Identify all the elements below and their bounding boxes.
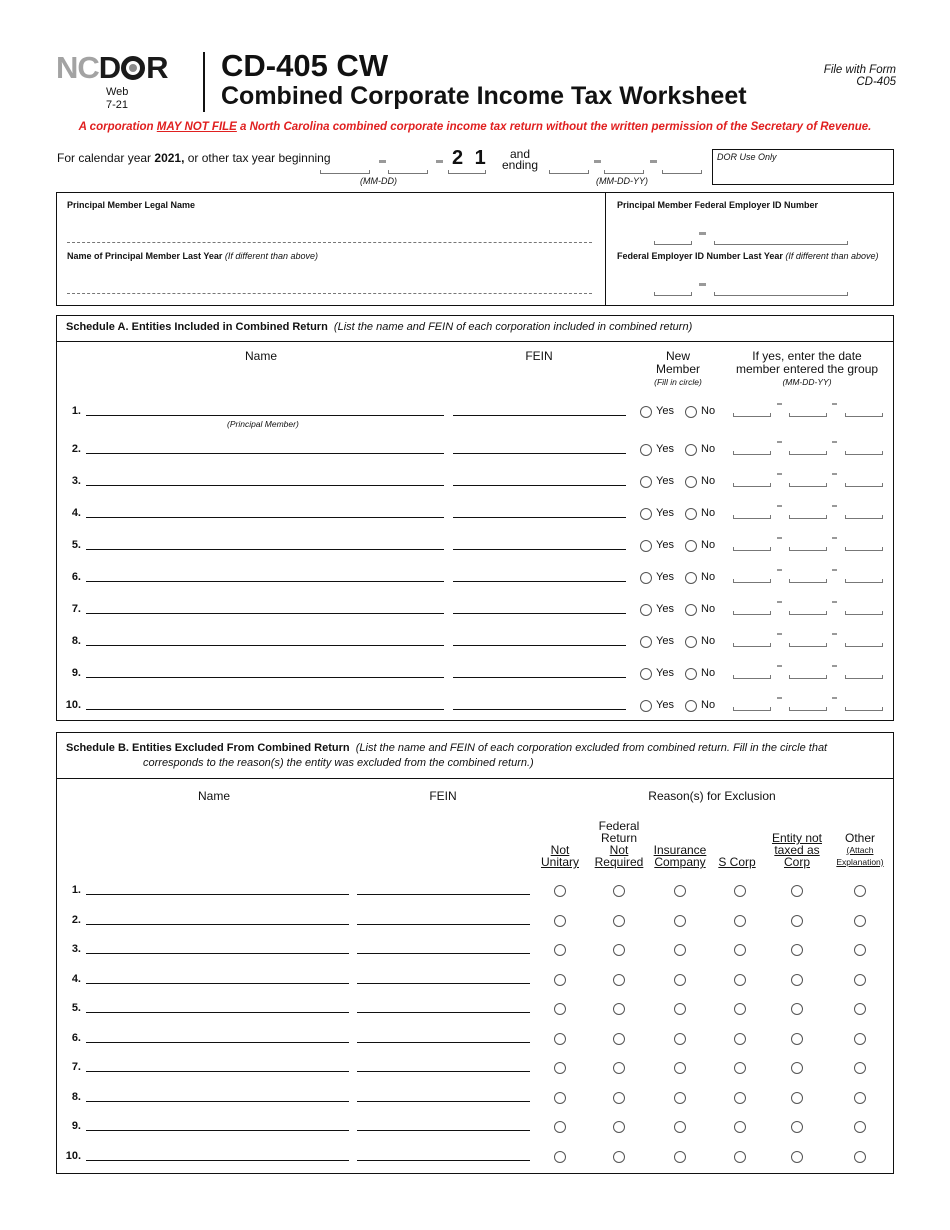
warning-post: a North Carolina combined corporate income tax return without the written permission of the Secretary of Revenue. xyxy=(236,121,872,133)
col-new-text: New Member xyxy=(655,349,700,376)
date-month-field[interactable] xyxy=(733,665,771,679)
date-month-field[interactable] xyxy=(733,505,771,519)
entity-fein-field[interactable] xyxy=(453,549,626,550)
b-col-reasons: Reason(s) for Exclusion xyxy=(648,789,776,803)
end-format: (MM-DD-YY) xyxy=(596,176,648,186)
dash xyxy=(832,665,837,667)
fein-last-prefix-field[interactable] xyxy=(654,282,692,296)
row-number: 5. xyxy=(71,1002,81,1014)
exclusion-reason-radio[interactable] xyxy=(854,1033,866,1045)
no-label: No xyxy=(701,443,716,455)
dash xyxy=(699,283,706,286)
exclusion-reason-radio[interactable] xyxy=(791,915,803,927)
exclusion-reason-radio[interactable] xyxy=(554,1003,566,1015)
schedule-a-note: (List the name and FEIN of each corporation included in combined return) xyxy=(333,321,693,333)
cal-year: 2021, xyxy=(154,151,185,165)
row-number: 6. xyxy=(71,1032,81,1044)
entity-fein-field[interactable] xyxy=(453,709,626,710)
logo-nc: NC xyxy=(56,50,99,85)
excluded-fein-field[interactable] xyxy=(357,953,530,954)
cal-pre: For calendar year xyxy=(57,151,155,165)
entity-name-field[interactable] xyxy=(86,549,444,550)
reason-header xyxy=(712,856,762,868)
end-day-field[interactable] xyxy=(604,160,644,174)
col-fein: FEIN xyxy=(525,349,553,363)
date-day-field[interactable] xyxy=(789,537,827,551)
cal-post: or other tax year beginning xyxy=(184,151,331,165)
excluded-name-field[interactable] xyxy=(86,1071,349,1072)
new-member-no-radio[interactable] xyxy=(685,540,697,552)
exclusion-reason-radio[interactable] xyxy=(791,885,803,897)
exclusion-reason-radio[interactable] xyxy=(613,1003,625,1015)
dash xyxy=(832,473,837,475)
last-year-name-label xyxy=(67,251,318,261)
row-number: 2. xyxy=(71,914,81,926)
exclusion-reason-radio[interactable] xyxy=(791,944,803,956)
exclusion-reason-radio[interactable] xyxy=(854,885,866,897)
excluded-fein-field[interactable] xyxy=(357,1071,530,1072)
date-month-field[interactable] xyxy=(733,601,771,615)
entity-fein-field[interactable] xyxy=(453,677,626,678)
exclusion-reason-radio[interactable] xyxy=(554,1092,566,1104)
logo-r: R xyxy=(146,50,168,85)
legal-name-field[interactable] xyxy=(67,242,592,243)
warning-pre: A corporation xyxy=(78,121,157,133)
exclusion-reason-radio[interactable] xyxy=(613,1062,625,1074)
new-member-no-radio[interactable] xyxy=(685,406,697,418)
new-member-yes-radio[interactable] xyxy=(640,508,652,520)
fein-last-year-label xyxy=(617,251,878,261)
new-member-yes-radio[interactable] xyxy=(640,476,652,488)
schedule-b-title: Schedule B. Entities Excluded From Combined Return xyxy=(66,742,350,754)
row-number: 4. xyxy=(71,507,81,519)
fein-label: Principal Member Federal Employer ID Number xyxy=(617,200,819,210)
reason-underlined: Insurance Company xyxy=(653,843,707,869)
date-day-field[interactable] xyxy=(789,473,827,487)
exclusion-reason-radio[interactable] xyxy=(791,1121,803,1133)
exclusion-reason-radio[interactable] xyxy=(734,1121,746,1133)
exclusion-reason-radio[interactable] xyxy=(854,1121,866,1133)
exclusion-reason-radio[interactable] xyxy=(613,1121,625,1133)
exclusion-reason-radio[interactable] xyxy=(674,885,686,897)
dash xyxy=(777,505,782,507)
dash xyxy=(379,160,386,163)
entity-fein-field[interactable] xyxy=(453,453,626,454)
yes-label: Yes xyxy=(656,635,674,647)
row-number: 1. xyxy=(71,884,81,896)
exclusion-reason-radio[interactable] xyxy=(734,1151,746,1163)
end-year-field[interactable] xyxy=(662,160,702,174)
date-day-field[interactable] xyxy=(789,441,827,455)
excluded-name-field[interactable] xyxy=(86,953,349,954)
reason-underlined: Not Unitary xyxy=(540,843,579,869)
entity-fein-field[interactable] xyxy=(453,485,626,486)
row-number: 4. xyxy=(71,973,81,985)
year-suffix: 2 1 xyxy=(452,147,489,169)
dash xyxy=(594,160,601,163)
dash xyxy=(699,232,706,235)
dash xyxy=(777,601,782,603)
new-member-yes-radio[interactable] xyxy=(640,636,652,648)
dash xyxy=(777,697,782,699)
no-label: No xyxy=(701,571,716,583)
col-name: Name xyxy=(244,349,277,363)
entity-name-field[interactable] xyxy=(86,517,444,518)
exclusion-reason-radio[interactable] xyxy=(854,1092,866,1104)
row-number: 10. xyxy=(65,699,81,711)
exclusion-reason-radio[interactable] xyxy=(554,1033,566,1045)
entity-name-field[interactable] xyxy=(86,453,444,454)
exclusion-reason-radio[interactable] xyxy=(674,1151,686,1163)
b-col-fein: FEIN xyxy=(429,789,457,803)
yes-label: Yes xyxy=(656,603,674,615)
exclusion-reason-radio[interactable] xyxy=(613,1092,625,1104)
exclusion-reason-radio[interactable] xyxy=(674,1003,686,1015)
date-year-field[interactable] xyxy=(845,403,883,417)
col-date-text: If yes, enter the date member entered the group xyxy=(735,349,879,376)
dash xyxy=(832,569,837,571)
exclusion-reason-radio[interactable] xyxy=(791,1062,803,1074)
reason-pre: Other xyxy=(844,831,875,845)
entity-fein-field[interactable] xyxy=(453,581,626,582)
and-ending-label: and ending xyxy=(501,147,539,172)
reason-sub: (Attach Explanation) xyxy=(836,845,884,867)
excluded-name-field[interactable] xyxy=(86,894,349,895)
date-year-field[interactable] xyxy=(845,505,883,519)
exclusion-reason-radio[interactable] xyxy=(791,1151,803,1163)
logo-d: D xyxy=(98,50,121,85)
exclusion-reason-radio[interactable] xyxy=(674,915,686,927)
excluded-name-field[interactable] xyxy=(86,1012,349,1013)
schedule-a-divider xyxy=(56,341,894,342)
exclusion-reason-radio[interactable] xyxy=(554,1062,566,1074)
entity-name-field[interactable] xyxy=(86,415,444,416)
dash xyxy=(777,473,782,475)
entity-name-field[interactable] xyxy=(86,613,444,614)
row-number: 10. xyxy=(65,1150,81,1162)
date-day-field[interactable] xyxy=(789,403,827,417)
warning-text xyxy=(0,121,950,133)
row-number: 8. xyxy=(71,1091,81,1103)
end-month-field[interactable] xyxy=(549,160,589,174)
yes-label: Yes xyxy=(656,539,674,551)
exclusion-reason-radio[interactable] xyxy=(734,974,746,986)
excluded-fein-field[interactable] xyxy=(357,1160,530,1161)
col-new-member xyxy=(645,350,711,389)
exclusion-reason-radio[interactable] xyxy=(674,1092,686,1104)
reason-header xyxy=(764,832,830,868)
row-number: 7. xyxy=(71,1061,81,1073)
date-day-field[interactable] xyxy=(789,633,827,647)
dor-use-box: DOR Use Only xyxy=(712,149,894,185)
version-label: 7-21 xyxy=(106,99,129,111)
reason-header xyxy=(647,844,713,868)
exclusion-reason-radio[interactable] xyxy=(854,1151,866,1163)
exclusion-reason-radio[interactable] xyxy=(791,1033,803,1045)
row-number: 5. xyxy=(71,539,81,551)
fein-last-suffix-field[interactable] xyxy=(714,282,848,296)
reason-header xyxy=(830,832,890,868)
excluded-name-field[interactable] xyxy=(86,1101,349,1102)
excluded-fein-field[interactable] xyxy=(357,924,530,925)
excluded-name-field[interactable] xyxy=(86,983,349,984)
row-number: 6. xyxy=(71,571,81,583)
fein-last-label-text: Federal Employer ID Number Last Year xyxy=(617,251,783,261)
dash xyxy=(832,633,837,635)
dash xyxy=(777,633,782,635)
header-divider xyxy=(203,52,205,112)
dash xyxy=(777,537,782,539)
new-member-yes-radio[interactable] xyxy=(640,444,652,456)
dash xyxy=(777,403,782,405)
new-member-yes-radio[interactable] xyxy=(640,406,652,418)
schedule-b-note: (List the name and FEIN of each corporation excluded from combined return. Fill in the circle that corresponds to the reason(s) the entity was excluded from the combined return.) xyxy=(143,742,828,769)
entity-fein-field[interactable] xyxy=(453,415,626,416)
no-label: No xyxy=(701,603,716,615)
dash xyxy=(777,665,782,667)
new-member-no-radio[interactable] xyxy=(685,636,697,648)
new-member-no-radio[interactable] xyxy=(685,508,697,520)
no-label: No xyxy=(701,475,716,487)
entity-fein-field[interactable] xyxy=(453,517,626,518)
date-month-field[interactable] xyxy=(733,633,771,647)
new-member-yes-radio[interactable] xyxy=(640,572,652,584)
entity-name-field[interactable] xyxy=(86,485,444,486)
date-year-field[interactable] xyxy=(845,601,883,615)
date-day-field[interactable] xyxy=(789,601,827,615)
new-member-no-radio[interactable] xyxy=(685,604,697,616)
schedule-b-heading xyxy=(66,741,882,771)
last-year-name-field[interactable] xyxy=(67,293,592,294)
exclusion-reason-radio[interactable] xyxy=(734,1003,746,1015)
ncdor-logo xyxy=(56,52,168,83)
exclusion-reason-radio[interactable] xyxy=(554,885,566,897)
exclusion-reason-radio[interactable] xyxy=(854,974,866,986)
dash xyxy=(777,441,782,443)
row-number: 3. xyxy=(71,475,81,487)
date-year-field[interactable] xyxy=(845,473,883,487)
exclusion-reason-radio[interactable] xyxy=(613,885,625,897)
warning-emph: MAY NOT FILE xyxy=(156,121,237,133)
reason-pre: Federal Return xyxy=(598,819,640,845)
schedule-a-heading xyxy=(66,321,692,333)
no-label: No xyxy=(701,507,716,519)
exclusion-reason-radio[interactable] xyxy=(554,1151,566,1163)
reason-header xyxy=(530,844,590,868)
date-month-field[interactable] xyxy=(733,441,771,455)
date-year-field[interactable] xyxy=(845,633,883,647)
exclusion-reason-radio[interactable] xyxy=(674,1121,686,1133)
fein-last-note: (If different than above) xyxy=(785,251,879,261)
exclusion-reason-radio[interactable] xyxy=(674,1033,686,1045)
exclusion-reason-radio[interactable] xyxy=(613,974,625,986)
excluded-name-field[interactable] xyxy=(86,924,349,925)
exclusion-reason-radio[interactable] xyxy=(734,944,746,956)
dash xyxy=(650,160,657,163)
schedule-b-divider xyxy=(56,778,894,779)
dash xyxy=(777,569,782,571)
schedule-a-title: Schedule A. Entities Included in Combined Return xyxy=(66,321,328,333)
date-month-field[interactable] xyxy=(733,473,771,487)
no-label: No xyxy=(701,405,716,417)
logo-o-mark xyxy=(121,56,145,80)
exclusion-reason-radio[interactable] xyxy=(613,915,625,927)
date-day-field[interactable] xyxy=(789,665,827,679)
exclusion-reason-radio[interactable] xyxy=(613,944,625,956)
begin-format: (MM-DD) xyxy=(360,176,397,186)
new-member-yes-radio[interactable] xyxy=(640,700,652,712)
date-day-field[interactable] xyxy=(789,569,827,583)
date-month-field[interactable] xyxy=(733,537,771,551)
entity-fein-field[interactable] xyxy=(453,613,626,614)
legal-name-label: Principal Member Legal Name xyxy=(67,200,196,210)
exclusion-reason-radio[interactable] xyxy=(791,974,803,986)
excluded-fein-field[interactable] xyxy=(357,983,530,984)
principal-divider xyxy=(605,192,606,306)
col-date-sub: (MM-DD-YY) xyxy=(782,377,832,387)
exclusion-reason-radio[interactable] xyxy=(854,915,866,927)
excluded-name-field[interactable] xyxy=(86,1130,349,1131)
excluded-fein-field[interactable] xyxy=(357,1042,530,1043)
dash xyxy=(832,441,837,443)
fein-prefix-field[interactable] xyxy=(654,231,692,245)
new-member-no-radio[interactable] xyxy=(685,668,697,680)
excluded-fein-field[interactable] xyxy=(357,1101,530,1102)
exclusion-reason-radio[interactable] xyxy=(791,1092,803,1104)
date-year-field[interactable] xyxy=(845,665,883,679)
exclusion-reason-radio[interactable] xyxy=(613,1151,625,1163)
row-number: 1. xyxy=(71,405,81,417)
new-member-no-radio[interactable] xyxy=(685,444,697,456)
reason-underlined: S Corp xyxy=(718,855,756,869)
exclusion-reason-radio[interactable] xyxy=(554,974,566,986)
exclusion-reason-radio[interactable] xyxy=(554,944,566,956)
row-number: 2. xyxy=(71,443,81,455)
date-month-field[interactable] xyxy=(733,403,771,417)
date-year-field[interactable] xyxy=(845,537,883,551)
web-label: Web xyxy=(106,86,129,98)
dash xyxy=(832,537,837,539)
date-year-field[interactable] xyxy=(845,697,883,711)
form-number: CD-405 CW xyxy=(221,48,389,83)
yes-label: Yes xyxy=(656,443,674,455)
yes-label: Yes xyxy=(656,699,674,711)
exclusion-reason-radio[interactable] xyxy=(674,974,686,986)
exclusion-reason-radio[interactable] xyxy=(854,1062,866,1074)
yes-label: Yes xyxy=(656,667,674,679)
dash xyxy=(832,505,837,507)
dash xyxy=(436,160,443,163)
yes-label: Yes xyxy=(656,475,674,487)
entity-name-field[interactable] xyxy=(86,677,444,678)
exclusion-reason-radio[interactable] xyxy=(734,885,746,897)
exclusion-reason-radio[interactable] xyxy=(791,1003,803,1015)
date-year-field[interactable] xyxy=(845,441,883,455)
principal-member-note: (Principal Member) xyxy=(227,419,299,429)
entity-fein-field[interactable] xyxy=(453,645,626,646)
row-number: 3. xyxy=(71,943,81,955)
yes-label: Yes xyxy=(656,507,674,519)
entity-name-field[interactable] xyxy=(86,581,444,582)
no-label: No xyxy=(701,699,716,711)
exclusion-reason-radio[interactable] xyxy=(674,944,686,956)
new-member-yes-radio[interactable] xyxy=(640,668,652,680)
new-member-no-radio[interactable] xyxy=(685,476,697,488)
yes-label: Yes xyxy=(656,405,674,417)
no-label: No xyxy=(701,635,716,647)
excluded-fein-field[interactable] xyxy=(357,1130,530,1131)
reason-header xyxy=(589,820,649,868)
date-day-field[interactable] xyxy=(789,505,827,519)
exclusion-reason-radio[interactable] xyxy=(734,915,746,927)
exclusion-reason-radio[interactable] xyxy=(554,1121,566,1133)
exclusion-reason-radio[interactable] xyxy=(734,1092,746,1104)
excluded-fein-field[interactable] xyxy=(357,894,530,895)
entity-name-field[interactable] xyxy=(86,709,444,710)
date-day-field[interactable] xyxy=(789,697,827,711)
exclusion-reason-radio[interactable] xyxy=(854,944,866,956)
form-title: Combined Corporate Income Tax Worksheet xyxy=(221,82,747,110)
last-year-note: (If different than above) xyxy=(224,251,318,261)
exclusion-reason-radio[interactable] xyxy=(854,1003,866,1015)
begin-day-field[interactable] xyxy=(388,160,428,174)
exclusion-reason-radio[interactable] xyxy=(674,1062,686,1074)
date-month-field[interactable] xyxy=(733,569,771,583)
calendar-year-line xyxy=(57,151,331,165)
dash xyxy=(832,601,837,603)
exclusion-reason-radio[interactable] xyxy=(734,1033,746,1045)
begin-month-field[interactable] xyxy=(320,160,370,174)
b-col-name: Name xyxy=(197,789,230,803)
file-with-note: File with Form CD-405 xyxy=(823,64,896,88)
new-member-no-radio[interactable] xyxy=(685,700,697,712)
new-member-no-radio[interactable] xyxy=(685,572,697,584)
yes-label: Yes xyxy=(656,571,674,583)
date-month-field[interactable] xyxy=(733,697,771,711)
reason-underlined: Entity not taxed as Corp xyxy=(771,831,823,869)
reason-underlined: Not Required xyxy=(594,843,644,869)
no-label: No xyxy=(701,667,716,679)
dash xyxy=(832,697,837,699)
exclusion-reason-radio[interactable] xyxy=(613,1033,625,1045)
excluded-name-field[interactable] xyxy=(86,1160,349,1161)
exclusion-reason-radio[interactable] xyxy=(734,1062,746,1074)
row-number: 9. xyxy=(71,667,81,679)
row-number: 8. xyxy=(71,635,81,647)
col-date-entered xyxy=(730,350,884,389)
col-new-sub: (Fill in circle) xyxy=(654,377,702,387)
entity-name-field[interactable] xyxy=(86,645,444,646)
fein-suffix-field[interactable] xyxy=(714,231,848,245)
new-member-yes-radio[interactable] xyxy=(640,604,652,616)
excluded-fein-field[interactable] xyxy=(357,1012,530,1013)
exclusion-reason-radio[interactable] xyxy=(554,915,566,927)
last-year-label-text: Name of Principal Member Last Year xyxy=(67,251,223,261)
row-number: 7. xyxy=(71,603,81,615)
dash xyxy=(832,403,837,405)
excluded-name-field[interactable] xyxy=(86,1042,349,1043)
row-number: 9. xyxy=(71,1120,81,1132)
no-label: No xyxy=(701,539,716,551)
date-year-field[interactable] xyxy=(845,569,883,583)
new-member-yes-radio[interactable] xyxy=(640,540,652,552)
form-version xyxy=(106,86,128,112)
